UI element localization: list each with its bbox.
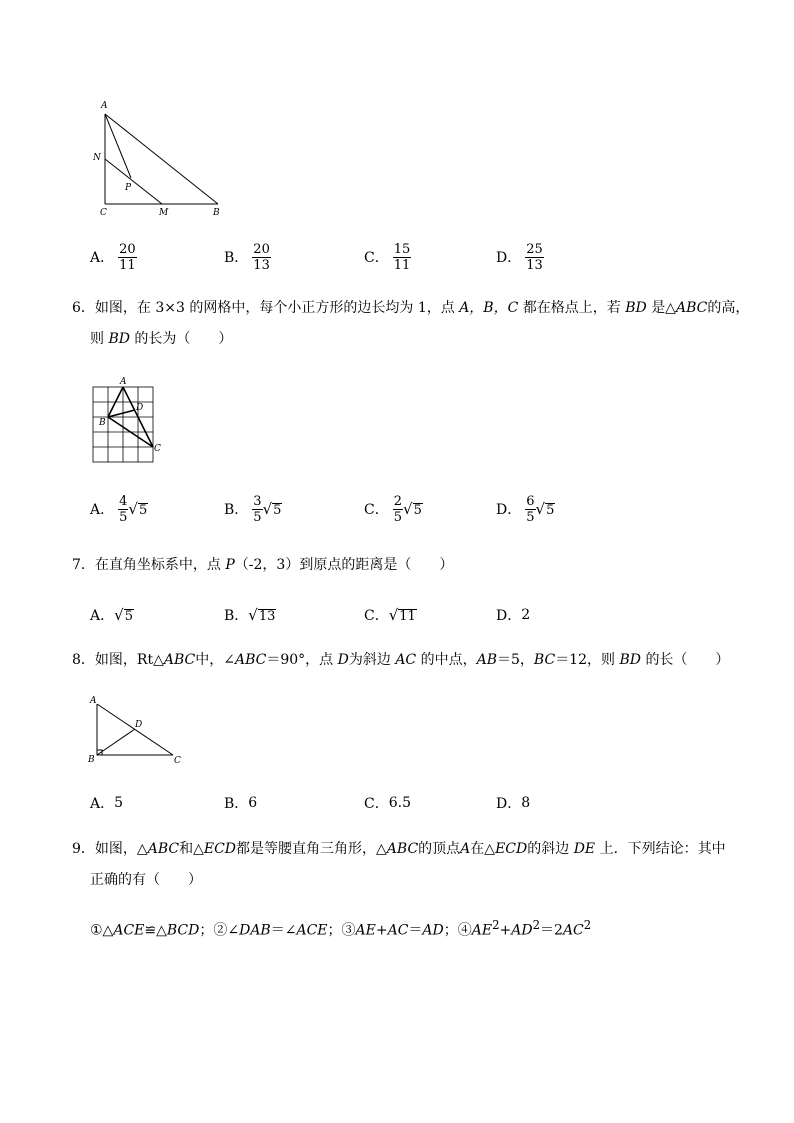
q9-conclusions: ①△ACE≌△BCD；②∠DAB＝∠ACE；③AE+AC＝AD；$④AE^2+AD^2=2AC^2$ <box>90 918 592 939</box>
q6-option-c[interactable]: C． $\frac{2}{5}$ √ 5 <box>364 493 422 525</box>
q5-option-b[interactable]: B． $\frac{20}{13}$ <box>224 241 270 273</box>
sqrt: √ 11 <box>388 606 416 624</box>
q7-text: 7．在直角坐标系中，点 P（-2，3）到原点的距离是（ ） <box>72 557 454 573</box>
q5-option-c[interactable]: C． $\frac{15}{11}$ <box>364 241 411 273</box>
q6-line2: 则 BD 的长为（ ） <box>90 331 233 347</box>
q6-line1: 6．如图，在 3×3 的网格中，每个小正方形的边长均为 1，点 A，B，C 都在格点上，若 BD 是△ABC的高， <box>72 300 750 316</box>
q6-option-d[interactable]: D． $\frac{6}{5}$ √ 5 <box>496 493 555 525</box>
q6-option-a[interactable]: A． $\frac{4}{5}$ √ 5 <box>90 493 148 525</box>
q7-option-a[interactable]: A． √ 5 <box>90 606 133 624</box>
sqrt: √ 5 <box>114 606 133 624</box>
sqrt: √ 13 <box>248 606 276 624</box>
fig8-label-b: B <box>88 755 95 765</box>
sqrt: √ 5 <box>128 500 148 518</box>
sqrt: √ 5 <box>262 500 282 518</box>
fig5-label-a: A <box>101 101 108 111</box>
q8-text: 8．如图，Rt△ABC中，∠ABC＝90°，点 D为斜边 AC 的中点，AB＝5，BC＝12，则 BD 的长（ ） <box>72 652 730 668</box>
fig8-label-c: C <box>174 756 181 766</box>
q5-option-a[interactable]: A． $\frac{20}{11}$ <box>90 241 136 273</box>
fig6-label-c: C <box>154 444 161 454</box>
q5-option-d[interactable]: D． $\frac{25}{13}$ <box>496 241 543 273</box>
q7-option-b[interactable]: B． √ 13 <box>224 606 276 624</box>
q7-option-d[interactable]: D． 2 <box>496 607 531 624</box>
q8-option-c[interactable]: C． 6.5 <box>364 795 411 812</box>
fraction: $\frac{15}{11}$ <box>393 241 411 273</box>
q8-option-a[interactable]: A． 5 <box>90 795 124 812</box>
fig6-label-a: A <box>120 377 127 387</box>
q5-figure <box>85 95 235 220</box>
fig8-label-a: A <box>90 696 97 706</box>
q9-line1: 9．如图，△ABC和△ECD都是等腰直角三角形，△ABC的顶点A在△ECD的斜边 DE 上．下列结论：其中 <box>72 841 726 857</box>
sqrt: √ 5 <box>403 500 422 518</box>
fig8-label-d: D <box>135 720 143 730</box>
q6-option-b[interactable]: B． $\frac{3}{5}$ √ 5 <box>224 493 282 525</box>
sqrt: √ 5 <box>535 500 555 518</box>
fig5-label-c: C <box>100 208 107 218</box>
fig5-label-p: P <box>125 183 132 193</box>
q7-option-c[interactable]: C． √ 11 <box>364 606 416 624</box>
fraction: $\frac{20}{13}$ <box>253 241 270 273</box>
q6-figure <box>88 372 168 467</box>
q9-line2: 正确的有（ ） <box>90 872 202 888</box>
fig5-label-b: B <box>213 208 220 218</box>
fig5-label-m: M <box>159 208 169 218</box>
fig6-label-d: D <box>136 403 144 413</box>
q8-option-d[interactable]: D． 8 <box>496 795 531 812</box>
q8-option-b[interactable]: B． 6 <box>224 795 258 812</box>
q8-figure <box>85 692 190 770</box>
fraction: $\frac{20}{11}$ <box>119 241 136 273</box>
fig5-label-n: N <box>93 153 101 163</box>
fraction: $\frac{25}{13}$ <box>526 241 543 273</box>
fig6-label-b: B <box>99 418 106 428</box>
